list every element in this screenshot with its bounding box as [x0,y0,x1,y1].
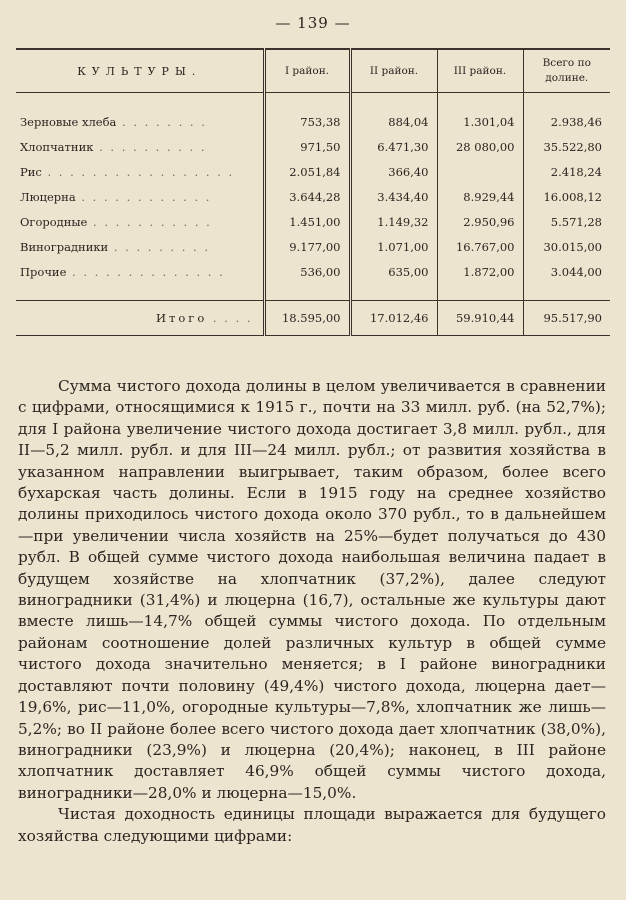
value-region-1: 9.177,00 [264,234,350,259]
crop-name: Рис [20,164,42,179]
table-row: Виноградники . . . . . . . . . 9.177,00 1.071,00 16.767,00 30.015,00 [16,234,610,259]
table-row: Огородные . . . . . . . . . . . 1.451,00 1.149,32 2.950,96 5.571,28 [16,209,610,234]
value-region-3: 16.767,00 [437,234,523,259]
value-region-3: 1.301,04 [437,109,523,134]
crop-name: Хлопчатник [20,139,94,154]
income-table [16,48,610,336]
crop-name: Прочие [20,264,67,279]
value-total: 2.418,24 [523,159,610,184]
body-text [18,376,606,847]
value-region-3: 8.929,44 [437,184,523,209]
header-region-2: II район. [350,49,437,93]
value-region-1: 536,00 [264,259,350,284]
header-total: Всего по долине. [523,49,610,93]
value-region-1: 3.644,28 [264,184,350,209]
table-row: Прочие . . . . . . . . . . . . . . 536,00 635,00 1.872,00 3.044,00 [16,259,610,284]
table-row: Люцерна . . . . . . . . . . . . 3.644,28 3.434,40 8.929,44 16.008,12 [16,184,610,209]
total-region-1: 18.595,00 [264,301,350,336]
table-header-row [16,49,610,93]
value-region-1: 2.051,84 [264,159,350,184]
header-region-1: I район. [264,49,350,93]
value-region-1: 971,50 [264,134,350,159]
value-region-2: 3.434,40 [350,184,437,209]
value-total: 35.522,80 [523,134,610,159]
header-crops: КУЛЬТУРЫ. [16,49,264,93]
value-region-3: 28 080,00 [437,134,523,159]
table-row: Рис . . . . . . . . . . . . . . . . . 2.051,84 366,40 2.418,24 [16,159,610,184]
header-region-3: III район. [437,49,523,93]
value-region-3 [437,159,523,184]
value-region-2: 1.149,32 [350,209,437,234]
table-row: Хлопчатник . . . . . . . . . . 971,50 6.471,30 28 080,00 35.522,80 [16,134,610,159]
value-region-2: 6.471,30 [350,134,437,159]
value-total: 30.015,00 [523,234,610,259]
value-region-2: 884,04 [350,109,437,134]
table-row: Зерновые хлеба . . . . . . . . 753,38 884,04 1.301,04 2.938,46 [16,109,610,134]
table-total-row: Итого . . . . 18.595,00 17.012,46 59.910,44 95.517,90 [16,301,610,336]
value-region-1: 753,38 [264,109,350,134]
total-region-3: 59.910,44 [437,301,523,336]
total-label: Итого [155,311,208,325]
value-region-3: 1.872,00 [437,259,523,284]
value-total: 5.571,28 [523,209,610,234]
value-total: 3.044,00 [523,259,610,284]
value-total: 2.938,46 [523,109,610,134]
total-all: 95.517,90 [523,301,610,336]
value-total: 16.008,12 [523,184,610,209]
page-number: — 139 — [275,14,351,32]
total-region-2: 17.012,46 [350,301,437,336]
crop-name: Люцерна [20,189,76,204]
crop-name: Виноградники [20,239,109,254]
paragraph: Сумма чистого дохода долины в целом увеличивается в сравнении с цифрами, относящимися к 1915 г., почти на 33 милл. руб. (на 52,7%); для I района увеличение чистого дохода достигает 3,8 милл. рубл., для II—5,2 милл. рубл. и для III—24 милл. рубл.; от развития хозяйства в указанном направлении выигрывает, таким образом, более всего бухарская часть долины. Если в 1915 году на среднее хозяйство долины приходилось чистого дохода около 370 рубл., то в дальнейшем—при увеличении числа хозяйств на 25%—будет получаться до 430 рубл. В общей сумме чистого дохода наибольшая величина падает в будущем хозяйстве на хлопчатник (37,2%), далее следуют виноградники (31,4%) и люцерна (16,7), остальные же культуры дают вместе лишь—14,7% общей суммы чистого дохода. По отдельным районам соотношение долей различных культур в общей сумме чистого дохода значительно меняется; в I районе виноградники доставляют почти половину (49,4%) чистого дохода, люцерна дает—19,6%, рис—11,0%, огородные культуры—7,8%, хлопчатник же лишь—5,2%; во II районе более всего чистого дохода дает хлопчатник (38,0%), виноградники (23,9%) и люцерна (20,4%); наконец, в III районе хлопчатник доставляет 46,9% общей суммы чистого дохода, виноградники—28,0% и люцерна—15,0%. [18,377,606,802]
value-region-2: 1.071,00 [350,234,437,259]
value-region-2: 635,00 [350,259,437,284]
value-region-2: 366,40 [350,159,437,184]
value-region-1: 1.451,00 [264,209,350,234]
crop-name: Зерновые хлеба [20,114,117,129]
crop-name: Огородные [20,214,88,229]
paragraph: Чистая доходность единицы площади выражается для будущего хозяйства следующими цифрами: [18,805,606,845]
value-region-3: 2.950,96 [437,209,523,234]
